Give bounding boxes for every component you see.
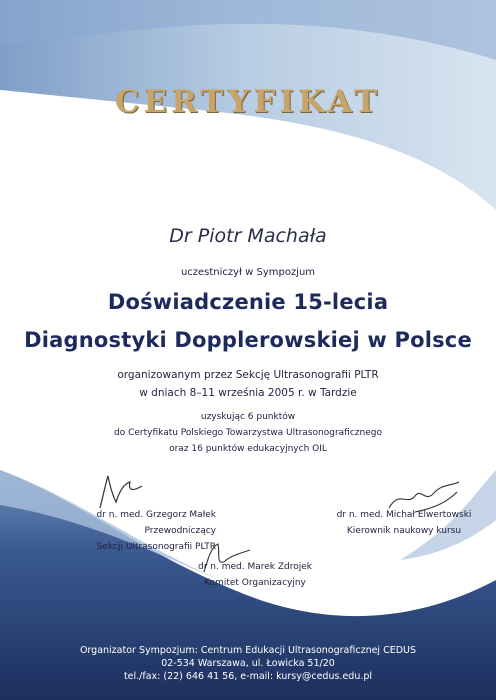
- signatory-name: dr n. med. Grzegorz Małek: [96, 510, 216, 520]
- footer-contact: tel./fax: (22) 646 41 56, e-mail: kursy@cedus.edu.pl: [123, 671, 373, 682]
- signatory-name: dr n. med. Marek Zdrojek: [198, 562, 312, 572]
- signature-block-middle: [160, 559, 350, 591]
- signatory-role-detail: Sekcji Ultrasonografii PLTR: [96, 542, 216, 552]
- signatory-role: Komitet Organizacyjny: [204, 578, 306, 588]
- points-line1: uzyskując 6 punktów: [200, 412, 296, 422]
- signature-block-right: [320, 507, 488, 539]
- certificate-heading: CERTYFIKAT: [114, 84, 382, 120]
- footer-address: 02-534 Warszawa, ul. Łowicka 51/20: [161, 658, 335, 669]
- points-line3: oraz 16 punktów edukacyjnych OIL: [169, 444, 327, 454]
- signature-block-left: [0, 507, 216, 555]
- signatory-name: dr n. med. Michał Elwertowski: [336, 510, 472, 520]
- signature-left-scribble: [92, 472, 152, 512]
- signatory-role: Przewodniczący: [144, 526, 216, 536]
- participation-text: uczestniczył w Sympozjum: [180, 267, 316, 278]
- signatory-role: Kierownik naukowy kursu: [346, 526, 462, 536]
- footer-organizer: Organizator Sympozjum: Centrum Edukacji Ultrasonograficznej CEDUS: [79, 645, 417, 656]
- points-line2: do Certyfikatu Polskiego Towarzystwa Ultrasonograficznego: [114, 428, 382, 438]
- symposium-title-line2: Diagnostyki Dopplerowskiej w Polsce: [24, 328, 472, 352]
- recipient-name: Dr Piotr Machała: [169, 225, 327, 247]
- symposium-title-line1: Doświadczenie 15-lecia: [107, 290, 389, 314]
- organizer-text: organizowanym przez Sekcję Ultrasonografii PLTR: [117, 369, 379, 381]
- dates-text: w dniach 8–11 września 2005 r. w Tardzie: [139, 387, 357, 399]
